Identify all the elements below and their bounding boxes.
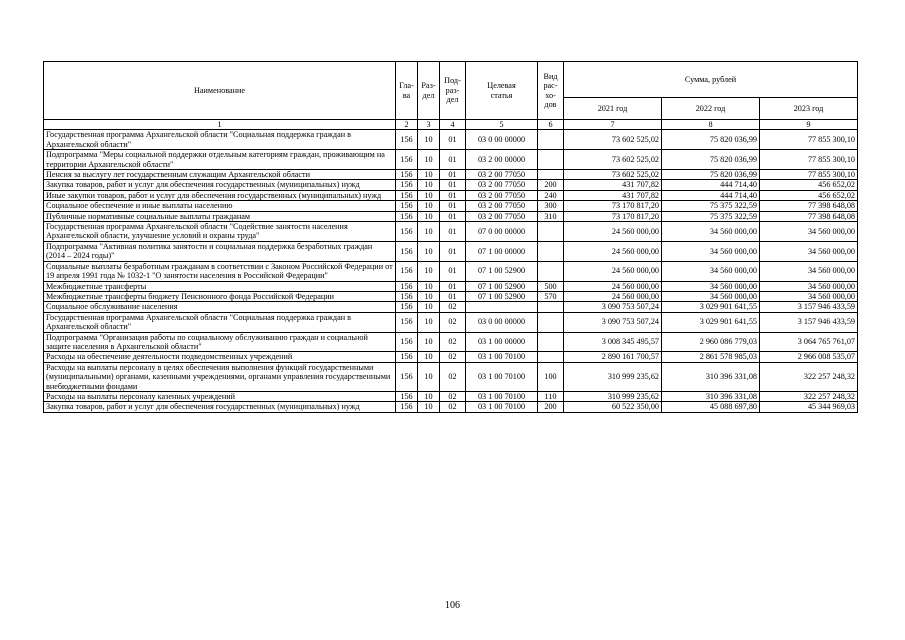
- row-razdel: 10: [418, 332, 440, 352]
- row-razdel: 10: [418, 352, 440, 362]
- row-sum-2021: 431 707,82: [564, 180, 662, 190]
- row-podrazdel: 01: [440, 180, 466, 190]
- row-sum-2021: 24 560 000,00: [564, 241, 662, 261]
- header-glava: Гла- ва: [396, 62, 418, 120]
- row-sum-2022: 45 088 697,80: [662, 402, 760, 412]
- row-sum-2023: 34 560 000,00: [760, 261, 858, 281]
- row-vid: 110: [538, 391, 564, 401]
- table-row: [44, 291, 858, 301]
- table-row: [44, 352, 858, 362]
- row-sum-2022: 75 820 036,99: [662, 150, 760, 170]
- row-glava: 156: [396, 201, 418, 211]
- row-podrazdel: 02: [440, 332, 466, 352]
- header-2022: 2022 год: [662, 98, 760, 120]
- col-index: 8: [662, 120, 760, 130]
- row-target: 07 1 00 52900: [466, 261, 538, 281]
- row-vid: 500: [538, 281, 564, 291]
- row-name: Закупка товаров, работ и услуг для обеспечения государственных (муниципальных) нужд: [44, 402, 396, 412]
- row-name: Государственная программа Архангельской области "Социальная поддержка граждан в Архангельской области": [44, 312, 396, 332]
- table-row: [44, 201, 858, 211]
- col-index: 9: [760, 120, 858, 130]
- row-name: Закупка товаров, работ и услуг для обеспечения государственных (муниципальных) нужд: [44, 180, 396, 190]
- row-sum-2022: 34 560 000,00: [662, 241, 760, 261]
- table-row: [44, 150, 858, 170]
- row-razdel: 10: [418, 222, 440, 242]
- row-sum-2023: 456 652,02: [760, 180, 858, 190]
- col-index: 6: [538, 120, 564, 130]
- row-sum-2021: 73 602 525,02: [564, 150, 662, 170]
- row-podrazdel: 01: [440, 261, 466, 281]
- row-sum-2022: 75 375 322,59: [662, 211, 760, 221]
- row-podrazdel: 01: [440, 190, 466, 200]
- header-razdel: Раз- дел: [418, 62, 440, 120]
- row-sum-2022: 2 861 578 985,03: [662, 352, 760, 362]
- row-razdel: 10: [418, 170, 440, 180]
- row-podrazdel: 01: [440, 291, 466, 301]
- row-sum-2023: 77 398 648,08: [760, 211, 858, 221]
- row-vid: [538, 302, 564, 312]
- row-target: 03 0 00 00000: [466, 130, 538, 150]
- row-podrazdel: 01: [440, 170, 466, 180]
- row-podrazdel: 02: [440, 302, 466, 312]
- budget-table: [43, 61, 858, 413]
- header-2023: 2023 год: [760, 98, 858, 120]
- row-razdel: 10: [418, 261, 440, 281]
- row-name: Иные закупки товаров, работ и услуг для обеспечения государственных (муниципальных) нужд: [44, 190, 396, 200]
- row-podrazdel: 02: [440, 362, 466, 391]
- row-name: Подпрограмма "Активная политика занятости и социальная поддержка безработных граждан (2014 – 2024 годы)": [44, 241, 396, 261]
- row-sum-2021: 73 170 817,20: [564, 211, 662, 221]
- row-sum-2023: 322 257 248,32: [760, 362, 858, 391]
- row-podrazdel: 01: [440, 201, 466, 211]
- row-name: Расходы на выплаты персоналу в целях обеспечения выполнения функций государственными (муниципальными) органами, казенными учреждениями, органами управления государственными внебюджетными фондами: [44, 362, 396, 391]
- row-target: [466, 302, 538, 312]
- row-podrazdel: 01: [440, 281, 466, 291]
- row-sum-2022: 34 560 000,00: [662, 281, 760, 291]
- row-sum-2021: 3 008 345 495,57: [564, 332, 662, 352]
- row-sum-2023: 77 855 300,10: [760, 130, 858, 150]
- row-sum-2022: 444 714,40: [662, 190, 760, 200]
- page-number: 106: [445, 600, 460, 611]
- row-sum-2021: 431 707,82: [564, 190, 662, 200]
- row-vid: 100: [538, 362, 564, 391]
- row-vid: 310: [538, 211, 564, 221]
- row-sum-2022: 310 396 331,08: [662, 362, 760, 391]
- row-glava: 156: [396, 261, 418, 281]
- row-razdel: 10: [418, 241, 440, 261]
- header-name: Наименование: [44, 62, 396, 120]
- row-sum-2023: 3 064 765 761,07: [760, 332, 858, 352]
- row-razdel: 10: [418, 201, 440, 211]
- row-vid: [538, 130, 564, 150]
- row-vid: [538, 261, 564, 281]
- table-row: [44, 302, 858, 312]
- row-sum-2023: 3 157 946 433,59: [760, 312, 858, 332]
- row-glava: 156: [396, 362, 418, 391]
- row-glava: 156: [396, 281, 418, 291]
- row-sum-2023: 322 257 248,32: [760, 391, 858, 401]
- table-row: [44, 211, 858, 221]
- row-glava: 156: [396, 312, 418, 332]
- row-sum-2023: 34 560 000,00: [760, 281, 858, 291]
- row-sum-2021: 310 999 235,62: [564, 362, 662, 391]
- row-target: 07 0 00 00000: [466, 222, 538, 242]
- row-podrazdel: 01: [440, 211, 466, 221]
- row-name: Пенсия за выслугу лет государственным служащим Архангельской области: [44, 170, 396, 180]
- row-razdel: 10: [418, 302, 440, 312]
- row-sum-2021: 3 090 753 507,24: [564, 302, 662, 312]
- row-glava: 156: [396, 391, 418, 401]
- row-sum-2022: 34 560 000,00: [662, 261, 760, 281]
- row-glava: 156: [396, 291, 418, 301]
- header-podrazdel: Под- раз- дел: [440, 62, 466, 120]
- row-target: 07 1 00 52900: [466, 281, 538, 291]
- row-sum-2023: 3 157 946 433,59: [760, 302, 858, 312]
- row-sum-2023: 77 398 648,08: [760, 201, 858, 211]
- row-sum-2022: 75 820 036,99: [662, 130, 760, 150]
- row-sum-2022: 75 820 036,99: [662, 170, 760, 180]
- row-name: Государственная программа Архангельской области "Социальная поддержка граждан в Архангельской области": [44, 130, 396, 150]
- row-target: 03 1 00 70100: [466, 402, 538, 412]
- row-sum-2023: 456 652,02: [760, 190, 858, 200]
- row-name: Межбюджетные трансферты бюджету Пенсионного фонда Российской Федерации: [44, 291, 396, 301]
- row-name: Расходы на обеспечение деятельности подведомственных учреждений: [44, 352, 396, 362]
- row-sum-2021: 3 090 753 507,24: [564, 312, 662, 332]
- row-target: 03 1 00 70100: [466, 391, 538, 401]
- row-name: Подпрограмма "Организация работы по социальному обслуживанию граждан и социальной защите населения в Архангельской области": [44, 332, 396, 352]
- row-razdel: 10: [418, 130, 440, 150]
- row-sum-2022: 3 029 901 641,55: [662, 302, 760, 312]
- row-glava: 156: [396, 170, 418, 180]
- row-glava: 156: [396, 402, 418, 412]
- row-sum-2023: 2 966 008 535,07: [760, 352, 858, 362]
- row-target: 03 2 00 77050: [466, 190, 538, 200]
- row-name: Публичные нормативные социальные выплаты гражданам: [44, 211, 396, 221]
- row-sum-2021: 2 890 161 700,57: [564, 352, 662, 362]
- table-row: [44, 170, 858, 180]
- row-name: Социальные выплаты безработным гражданам в соответствии с Законом Российской Федерации от 19 апреля 1991 года № 1032-1 "О занятости населения в Российской Федерации": [44, 261, 396, 281]
- row-glava: 156: [396, 211, 418, 221]
- header-sum: Сумма, рублей: [564, 62, 858, 98]
- header-target: Целевая статья: [466, 62, 538, 120]
- row-glava: 156: [396, 302, 418, 312]
- row-target: 03 1 00 70100: [466, 362, 538, 391]
- row-podrazdel: 01: [440, 241, 466, 261]
- row-sum-2021: 60 522 350,00: [564, 402, 662, 412]
- row-sum-2023: 34 560 000,00: [760, 241, 858, 261]
- row-sum-2023: 77 855 300,10: [760, 150, 858, 170]
- col-index: 4: [440, 120, 466, 130]
- row-name: Социальное обслуживание населения: [44, 302, 396, 312]
- row-glava: 156: [396, 241, 418, 261]
- row-sum-2022: 444 714,40: [662, 180, 760, 190]
- row-target: 07 1 00 00000: [466, 241, 538, 261]
- row-glava: 156: [396, 130, 418, 150]
- row-razdel: 10: [418, 291, 440, 301]
- table-row: [44, 362, 858, 391]
- table-row: [44, 130, 858, 150]
- row-podrazdel: 01: [440, 150, 466, 170]
- row-sum-2021: 24 560 000,00: [564, 222, 662, 242]
- row-podrazdel: 01: [440, 130, 466, 150]
- row-vid: [538, 332, 564, 352]
- row-sum-2021: 73 602 525,02: [564, 130, 662, 150]
- row-podrazdel: 02: [440, 352, 466, 362]
- table-row: [44, 402, 858, 412]
- table-row: [44, 332, 858, 352]
- row-razdel: 10: [418, 190, 440, 200]
- row-vid: 570: [538, 291, 564, 301]
- row-sum-2023: 34 560 000,00: [760, 222, 858, 242]
- row-vid: [538, 170, 564, 180]
- row-sum-2023: 45 344 969,03: [760, 402, 858, 412]
- row-sum-2023: 77 855 300,10: [760, 170, 858, 180]
- row-vid: 300: [538, 201, 564, 211]
- row-glava: 156: [396, 150, 418, 170]
- row-sum-2022: 75 375 322,59: [662, 201, 760, 211]
- row-razdel: 10: [418, 211, 440, 221]
- row-target: 03 2 00 77050: [466, 180, 538, 190]
- row-vid: 200: [538, 180, 564, 190]
- row-name: Социальное обеспечение и иные выплаты населению: [44, 201, 396, 211]
- row-sum-2022: 2 960 086 779,03: [662, 332, 760, 352]
- row-vid: [538, 312, 564, 332]
- row-razdel: 10: [418, 391, 440, 401]
- row-razdel: 10: [418, 281, 440, 291]
- row-vid: 240: [538, 190, 564, 200]
- table-row: [44, 281, 858, 291]
- row-podrazdel: 02: [440, 312, 466, 332]
- row-razdel: 10: [418, 362, 440, 391]
- row-target: 03 1 00 70100: [466, 352, 538, 362]
- col-index: 3: [418, 120, 440, 130]
- row-glava: 156: [396, 352, 418, 362]
- table-row: [44, 180, 858, 190]
- table-row: [44, 312, 858, 332]
- row-name: Подпрограмма "Меры социальной поддержки отдельным категориям граждан, проживающим на территории Архангельской области": [44, 150, 396, 170]
- row-glava: 156: [396, 190, 418, 200]
- row-vid: 200: [538, 402, 564, 412]
- row-sum-2022: 3 029 901 641,55: [662, 312, 760, 332]
- row-target: 03 2 00 77050: [466, 201, 538, 211]
- row-name: Государственная программа Архангельской области "Содействие занятости населения Архангельской области, улучшение условий и охраны труда": [44, 222, 396, 242]
- column-index-row: [44, 120, 858, 130]
- row-sum-2022: 34 560 000,00: [662, 291, 760, 301]
- row-sum-2021: 73 602 525,02: [564, 170, 662, 180]
- row-razdel: 10: [418, 150, 440, 170]
- col-index: 5: [466, 120, 538, 130]
- row-target: 03 1 00 00000: [466, 332, 538, 352]
- row-podrazdel: 02: [440, 402, 466, 412]
- row-target: 03 2 00 77050: [466, 170, 538, 180]
- row-sum-2021: 73 170 817,20: [564, 201, 662, 211]
- row-glava: 156: [396, 180, 418, 190]
- row-name: Расходы на выплаты персоналу казенных учреждений: [44, 391, 396, 401]
- table-row: [44, 241, 858, 261]
- col-index: 1: [44, 120, 396, 130]
- table-row: [44, 190, 858, 200]
- row-glava: 156: [396, 222, 418, 242]
- row-podrazdel: 02: [440, 391, 466, 401]
- row-razdel: 10: [418, 402, 440, 412]
- row-target: 03 2 00 77050: [466, 211, 538, 221]
- row-sum-2021: 24 560 000,00: [564, 291, 662, 301]
- row-sum-2022: 34 560 000,00: [662, 222, 760, 242]
- row-sum-2023: 34 560 000,00: [760, 291, 858, 301]
- row-sum-2022: 310 396 331,08: [662, 391, 760, 401]
- row-target: 03 2 00 00000: [466, 150, 538, 170]
- col-index: 7: [564, 120, 662, 130]
- row-vid: [538, 222, 564, 242]
- table-row: [44, 261, 858, 281]
- row-sum-2021: 24 560 000,00: [564, 281, 662, 291]
- header-vid: Вид рас- хо- дов: [538, 62, 564, 120]
- row-target: 03 0 00 00000: [466, 312, 538, 332]
- table-row: [44, 391, 858, 401]
- row-razdel: 10: [418, 180, 440, 190]
- row-vid: [538, 150, 564, 170]
- row-podrazdel: 01: [440, 222, 466, 242]
- row-vid: [538, 352, 564, 362]
- row-sum-2021: 310 999 235,62: [564, 391, 662, 401]
- row-name: Межбюджетные трансферты: [44, 281, 396, 291]
- col-index: 2: [396, 120, 418, 130]
- row-vid: [538, 241, 564, 261]
- table-row: [44, 222, 858, 242]
- row-glava: 156: [396, 332, 418, 352]
- header-2021: 2021 год: [564, 98, 662, 120]
- row-target: 07 1 00 52900: [466, 291, 538, 301]
- row-razdel: 10: [418, 312, 440, 332]
- row-sum-2021: 24 560 000,00: [564, 261, 662, 281]
